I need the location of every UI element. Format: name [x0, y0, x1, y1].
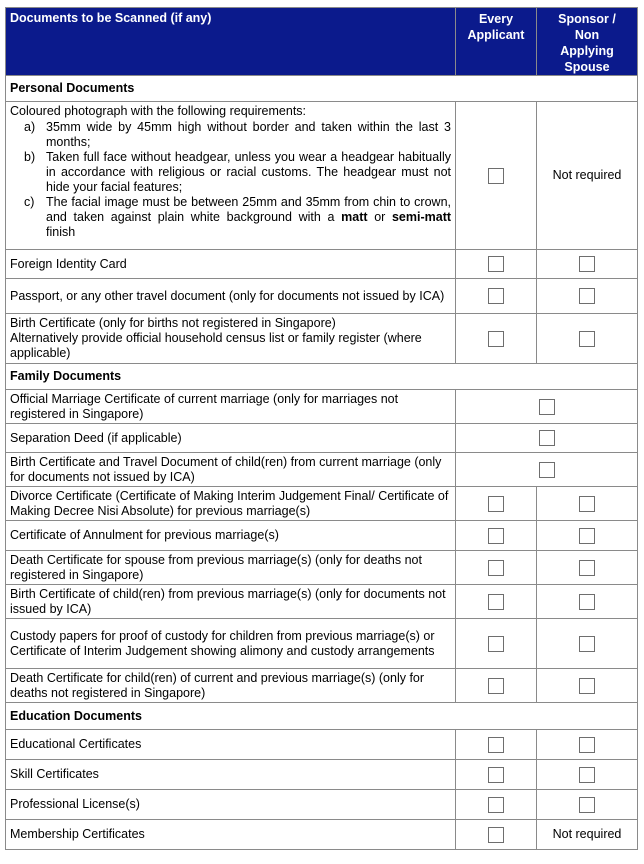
row-label-skill-certificates: Skill Certificates: [6, 760, 456, 790]
section-title-personal: Personal Documents: [6, 76, 638, 102]
row-label-custody: Custody papers for proof of custody for children from previous marriage(s) or Certificate of Interim Judgement showing alimony and custody arrangements: [6, 619, 456, 669]
divorce-applicant-checkbox[interactable]: [488, 496, 504, 512]
birth-cert-applicant-checkbox[interactable]: [488, 331, 504, 347]
table-row-educational-certificates: [6, 730, 638, 760]
divorce-sponsor-checkbox[interactable]: [579, 496, 595, 512]
death-spouse-sponsor-checkbox[interactable]: [579, 560, 595, 576]
table-row-birth-certificate: [6, 314, 638, 364]
table-row-passport: [6, 279, 638, 314]
table-row-child-birth-current: [6, 453, 638, 487]
row-label-membership-certificates: Membership Certificates: [6, 820, 456, 850]
row-label-divorce: Divorce Certificate (Certificate of Making Interim Judgement Final/ Certificate of Making Decree Nisi Absolute) for previous marriage(s): [6, 487, 456, 521]
table-row-membership-certificates: [6, 820, 638, 850]
death-child-sponsor-checkbox[interactable]: [579, 678, 595, 694]
death-spouse-applicant-checkbox[interactable]: [488, 560, 504, 576]
passport-sponsor-checkbox[interactable]: [579, 288, 595, 304]
table-row-separation-deed: [6, 424, 638, 453]
annulment-sponsor-checkbox[interactable]: [579, 528, 595, 544]
photo-requirements: [6, 102, 456, 250]
row-label-birth-certificate: Birth Certificate (only for births not registered in Singapore) Alternatively provide official household census list or family register (where applicable): [6, 314, 456, 364]
custody-sponsor-checkbox[interactable]: [579, 636, 595, 652]
table-row-custody: [6, 619, 638, 669]
photo-applicant-checkbox[interactable]: [488, 168, 504, 184]
table-row-death-child: [6, 669, 638, 703]
educational-applicant-checkbox[interactable]: [488, 737, 504, 753]
membership-sponsor-not-required: Not required: [537, 820, 638, 850]
header-sponsor-spouse: Sponsor / Non Applying Spouse: [537, 8, 638, 76]
row-label-passport: Passport, or any other travel document (only for documents not issued by ICA): [6, 279, 456, 314]
photo-applicant-cell: [456, 102, 537, 250]
documents-table-container: [5, 7, 638, 850]
row-label-professional-licenses: Professional License(s): [6, 790, 456, 820]
custody-applicant-checkbox[interactable]: [488, 636, 504, 652]
header-every-applicant: Every Applicant: [456, 8, 537, 76]
passport-applicant-checkbox[interactable]: [488, 288, 504, 304]
table-row-death-spouse: [6, 551, 638, 585]
documents-table: [5, 7, 638, 850]
row-label-child-birth-previous: Birth Certificate of child(ren) from previous marriage(s) (only for documents not issued by ICA): [6, 585, 456, 619]
table-row-photograph: [6, 102, 638, 250]
child-birth-previous-sponsor-checkbox[interactable]: [579, 594, 595, 610]
professional-sponsor-checkbox[interactable]: [579, 797, 595, 813]
section-row-education: [6, 703, 638, 730]
photo-sponsor-not-required: Not required: [537, 102, 638, 250]
section-row-family: [6, 364, 638, 390]
table-header-row: [6, 8, 638, 76]
row-label-separation-deed: Separation Deed (if applicable): [6, 424, 456, 453]
section-title-family: Family Documents: [6, 364, 638, 390]
table-row-divorce: [6, 487, 638, 521]
skill-sponsor-checkbox[interactable]: [579, 767, 595, 783]
row-label-death-child: Death Certificate for child(ren) of current and previous marriage(s) (only for deaths not registered in Singapore): [6, 669, 456, 703]
row-label-foreign-id: Foreign Identity Card: [6, 250, 456, 279]
table-row-annulment: [6, 521, 638, 551]
membership-applicant-checkbox[interactable]: [488, 827, 504, 843]
educational-sponsor-checkbox[interactable]: [579, 737, 595, 753]
row-label-marriage-certificate: Official Marriage Certificate of current marriage (only for marriages not registered in Singapore): [6, 390, 456, 424]
table-row-skill-certificates: [6, 760, 638, 790]
foreign-id-applicant-checkbox[interactable]: [488, 256, 504, 272]
photo-requirements-list: [10, 120, 451, 240]
separation-deed-checkbox[interactable]: [539, 430, 555, 446]
list-item: a) 35mm wide by 45mm high without border and taken within the last 3 months;: [24, 120, 451, 149]
death-child-applicant-checkbox[interactable]: [488, 678, 504, 694]
annulment-applicant-checkbox[interactable]: [488, 528, 504, 544]
list-item: b) Taken full face without headgear, unless you wear a headgear habitually in accordance with religious or racial customs. The headgear must not hide your facial features;: [24, 150, 451, 194]
row-label-death-spouse: Death Certificate for spouse from previous marriage(s) (only for deaths not registered in Singapore): [6, 551, 456, 585]
child-birth-current-checkbox[interactable]: [539, 462, 555, 478]
professional-applicant-checkbox[interactable]: [488, 797, 504, 813]
birth-cert-sponsor-checkbox[interactable]: [579, 331, 595, 347]
list-item: c) The facial image must be between 25mm and 35mm from chin to crown, and taken against plain white background with a matt or semi-matt finish: [24, 195, 452, 239]
photo-intro: Coloured photograph with the following requirements:: [10, 104, 307, 118]
table-row-professional-licenses: [6, 790, 638, 820]
foreign-id-sponsor-checkbox[interactable]: [579, 256, 595, 272]
row-label-annulment: Certificate of Annulment for previous marriage(s): [6, 521, 456, 551]
table-row-child-birth-previous: [6, 585, 638, 619]
marriage-cert-checkbox[interactable]: [539, 399, 555, 415]
section-title-education: Education Documents: [6, 703, 638, 730]
header-documents: Documents to be Scanned (if any): [6, 8, 456, 76]
skill-applicant-checkbox[interactable]: [488, 767, 504, 783]
section-row-personal: [6, 76, 638, 102]
child-birth-previous-applicant-checkbox[interactable]: [488, 594, 504, 610]
row-label-educational-certificates: Educational Certificates: [6, 730, 456, 760]
table-row-foreign-id: [6, 250, 638, 279]
table-row-marriage-certificate: [6, 390, 638, 424]
row-label-child-birth-current: Birth Certificate and Travel Document of child(ren) from current marriage (only for documents not issued by ICA): [6, 453, 456, 487]
